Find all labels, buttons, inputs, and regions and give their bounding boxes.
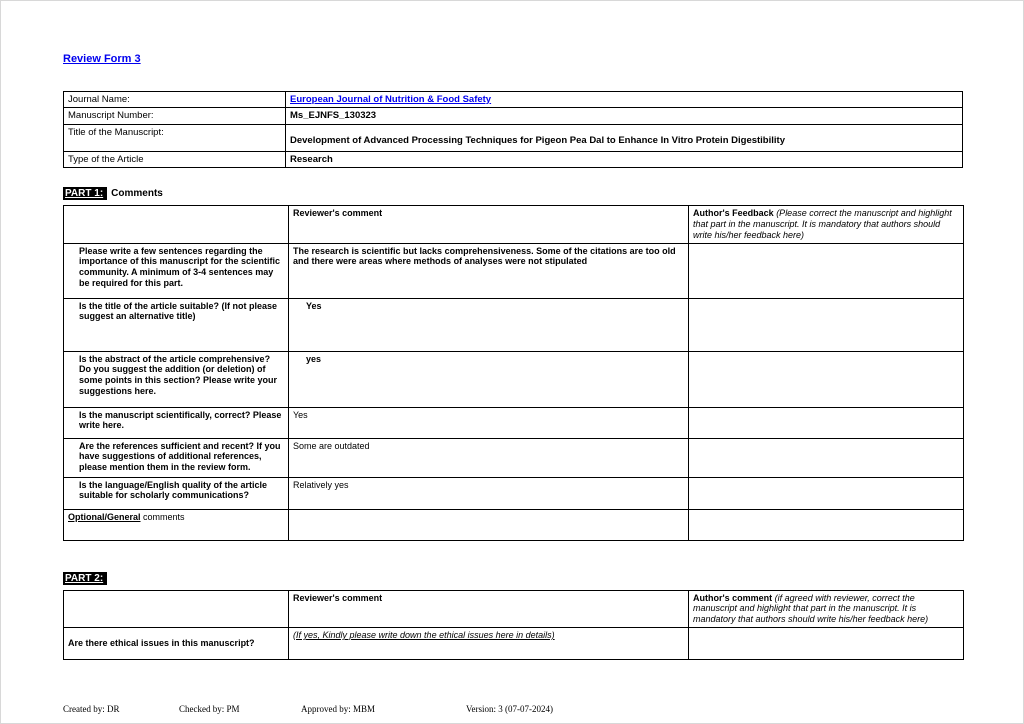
reviewer-comment-cell: Yes bbox=[289, 298, 689, 351]
table-row bbox=[64, 298, 964, 351]
page-title: Review Form 3 bbox=[63, 53, 141, 65]
journal-name-label: Journal Name: bbox=[64, 92, 286, 108]
table-row bbox=[64, 108, 963, 124]
checked-by: Checked by: PM bbox=[179, 703, 240, 714]
part2-table bbox=[63, 590, 964, 660]
table-row bbox=[64, 124, 963, 151]
question-title-suitable: Is the title of the article suitable? (If not please suggest an alternative title) bbox=[64, 298, 289, 351]
reviewer-comment-cell[interactable] bbox=[289, 509, 689, 540]
optional-general-comments-cell bbox=[64, 509, 289, 540]
table-row bbox=[64, 92, 963, 108]
author-feedback-cell[interactable] bbox=[689, 438, 964, 477]
article-type-label: Type of the Article bbox=[64, 151, 286, 167]
author-feedback-header bbox=[689, 206, 964, 243]
part1-header-empty-cell bbox=[64, 206, 289, 243]
reviewer-comment-header: Reviewer's comment bbox=[289, 590, 689, 627]
reviewer-comment-header: Reviewer's comment bbox=[289, 206, 689, 243]
journal-link[interactable]: European Journal of Nutrition & Food Safety bbox=[290, 94, 492, 105]
author-feedback-cell[interactable] bbox=[689, 351, 964, 407]
part1-header-row bbox=[64, 206, 964, 243]
author-comment-label: Author's comment bbox=[693, 592, 773, 603]
footer bbox=[63, 704, 961, 714]
reviewer-comment-cell: Relatively yes bbox=[289, 477, 689, 509]
question-references: Are the references sufficient and recent? If you have suggestions of additional references, please mention them in the review form. bbox=[64, 438, 289, 477]
question-abstract: Is the abstract of the article comprehensive? Do you suggest the addition (or deletion) of some points in this section? Please write your suggestions here. bbox=[64, 351, 289, 407]
part1-heading bbox=[63, 188, 961, 199]
part1-label: PART 1: bbox=[63, 187, 107, 200]
manuscript-number-label: Manuscript Number: bbox=[64, 108, 286, 124]
part2-header-row bbox=[64, 590, 964, 627]
table-row bbox=[64, 151, 963, 167]
part1-heading-text: Comments bbox=[111, 188, 163, 200]
question-importance: Please write a few sentences regarding the importance of this manuscript for the scientific community. A minimum of 3-4 sentences may be required for this part. bbox=[64, 243, 289, 298]
reviewer-comment-cell: Yes bbox=[289, 407, 689, 438]
manuscript-title-label: Title of the Manuscript: bbox=[64, 124, 286, 151]
author-feedback-cell[interactable] bbox=[689, 407, 964, 438]
author-feedback-cell[interactable] bbox=[689, 477, 964, 509]
page-content bbox=[1, 1, 1023, 714]
table-row bbox=[64, 477, 964, 509]
table-row bbox=[64, 438, 964, 477]
part1-table bbox=[63, 205, 964, 540]
table-row bbox=[64, 509, 964, 540]
table-row bbox=[64, 243, 964, 298]
author-feedback-cell[interactable] bbox=[689, 298, 964, 351]
manuscript-number-value: Ms_EJNFS_130323 bbox=[286, 108, 963, 124]
author-comment-note: (if agreed with reviewer, correct the manuscript and highlight that part in the manuscript. It is mandatory that authors should write his/her feedback here) bbox=[693, 592, 929, 625]
reviewer-comment-cell: yes bbox=[289, 351, 689, 407]
manuscript-info-table bbox=[63, 91, 963, 168]
approved-by: Approved by: MBM bbox=[301, 703, 375, 714]
reviewer-comment-cell: Some are outdated bbox=[289, 438, 689, 477]
question-language-quality: Is the language/English quality of the article suitable for scholarly communications? bbox=[64, 477, 289, 509]
table-row bbox=[64, 627, 964, 659]
author-feedback-note: (Please correct the manuscript and highlight that part in the manuscript. It is mandatory that authors should write his/her feedback here) bbox=[693, 208, 952, 240]
table-row bbox=[64, 407, 964, 438]
question-scientifically-correct: Is the manuscript scientifically, correct? Please write here. bbox=[64, 407, 289, 438]
ethical-issues-prompt: (If yes, Kindly please write down the ethical issues here in details) bbox=[289, 627, 689, 659]
part2-header-empty-cell bbox=[64, 590, 289, 627]
optional-general-label: Optional/General bbox=[68, 511, 141, 522]
part2-label: PART 2: bbox=[63, 572, 107, 585]
question-ethical-issues: Are there ethical issues in this manuscript? bbox=[64, 627, 289, 659]
author-feedback-cell[interactable] bbox=[689, 509, 964, 540]
author-feedback-cell[interactable] bbox=[689, 243, 964, 298]
part2-heading bbox=[63, 573, 961, 584]
journal-name-cell bbox=[286, 92, 963, 108]
created-by: Created by: DR bbox=[63, 703, 120, 714]
article-type-value: Research bbox=[286, 151, 963, 167]
author-comment-header bbox=[689, 590, 964, 627]
author-comment-cell[interactable] bbox=[689, 627, 964, 659]
version-info: Version: 3 (07-07-2024) bbox=[466, 703, 553, 714]
author-feedback-label: Author's Feedback bbox=[693, 208, 774, 219]
table-row bbox=[64, 351, 964, 407]
optional-general-rest: comments bbox=[140, 511, 185, 522]
reviewer-comment-cell: The research is scientific but lacks comprehensiveness. Some of the citations are too old and there were areas where methods of analyses were not stipulated bbox=[289, 243, 689, 298]
manuscript-title-value: Development of Advanced Processing Techniques for Pigeon Pea Dal to Enhance In Vitro Protein Digestibility bbox=[286, 124, 963, 151]
